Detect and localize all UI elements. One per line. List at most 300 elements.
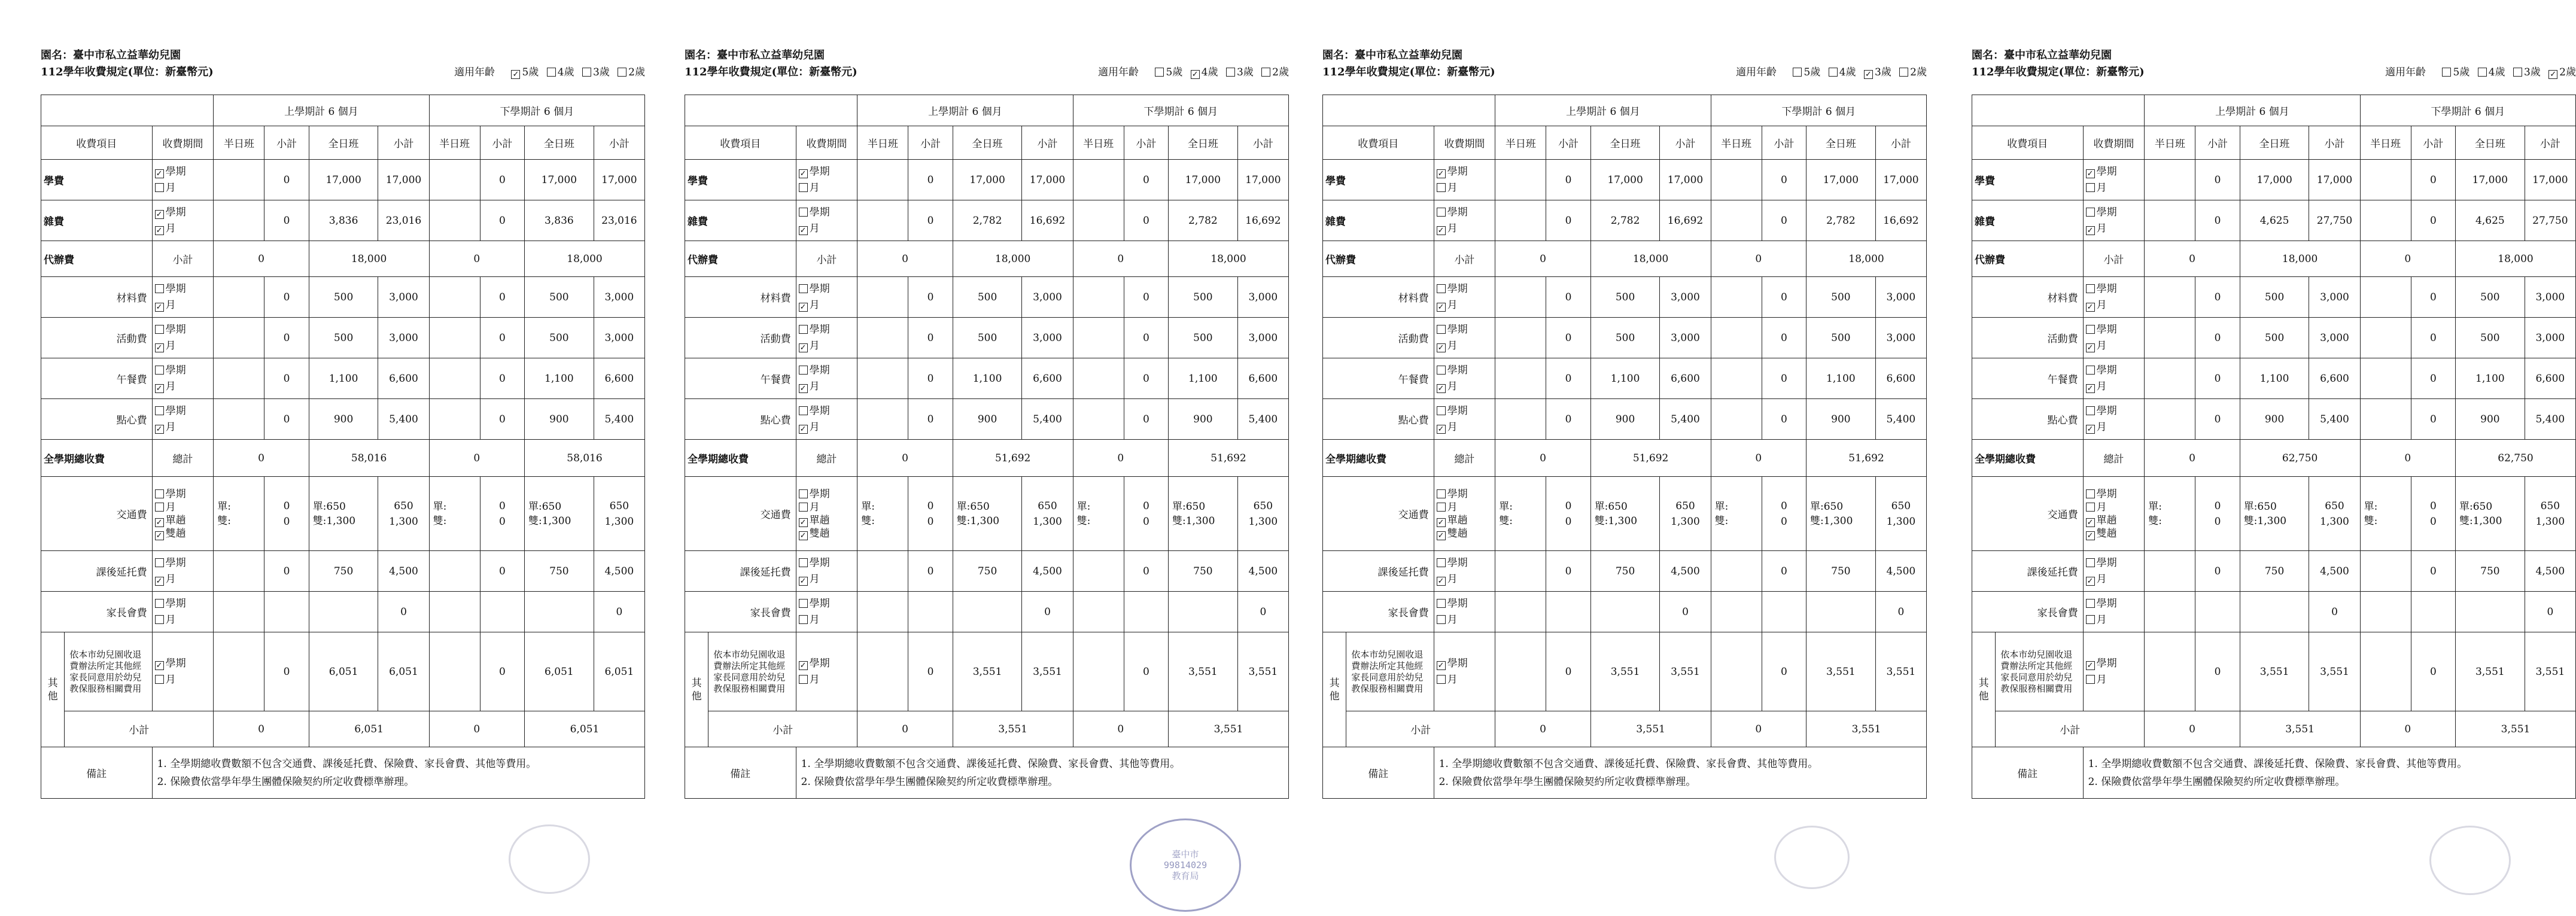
full-day-subtotal: 0: [2309, 592, 2360, 632]
remarks-text: 1. 全學期總收費數額不包含交通費、課後延托費、保險費、家長會費、其他等費用。 2. 保險費依當學年學生團體保險契約所定收費標準辦理。: [1434, 747, 1926, 799]
full-day-subtotal: 3,551: [2309, 632, 2360, 711]
age-option: 3歲: [1226, 66, 1254, 78]
subtotal-header: 小計: [2525, 126, 2575, 160]
checkbox-icon: ✓: [155, 226, 164, 235]
full-day-value: 3,836: [309, 200, 378, 241]
full-day-total: 58,016: [309, 440, 429, 477]
checkbox-icon: [799, 366, 808, 375]
checkbox-icon: [155, 558, 164, 567]
remarks-row: [41, 747, 645, 799]
full-day-subtotal: 650 1,300: [2525, 477, 2575, 551]
blank-header-cell: [41, 95, 214, 126]
checkbox-icon: [799, 558, 808, 567]
full-day-value: 500: [1806, 277, 1876, 318]
age-option: 4歲: [2478, 66, 2505, 78]
full-day-subtotal: 6,600: [1875, 358, 1926, 399]
half-day-subtotal: 0: [1124, 318, 1168, 358]
half-day-subtotal: [1124, 592, 1168, 632]
period-checkboxes: 學期 ✓ 月: [796, 399, 857, 440]
full-day-subtotal: 3,551: [953, 711, 1073, 747]
half-day-total: 0: [1073, 440, 1168, 477]
remarks-label: 備註: [685, 747, 796, 799]
item-header: 收費項目: [1323, 126, 1434, 160]
half-day-value: [2360, 592, 2411, 632]
half-day-value: [2360, 160, 2411, 200]
tuition-row: [685, 160, 1289, 200]
half-day-subtotal: 0: [1762, 551, 1806, 592]
checkbox-icon: [155, 599, 164, 608]
half-day-subtotal: [264, 592, 309, 632]
half-day-subtotal: 0: [1495, 711, 1590, 747]
half-day-header: 半日班: [1495, 126, 1546, 160]
half-day-total: 0: [429, 440, 524, 477]
period-header: 收費期間: [152, 126, 214, 160]
half-day-value: [2360, 318, 2411, 358]
full-day-header: 全日班: [309, 126, 378, 160]
agency-item-row: [1323, 399, 1927, 440]
full-day-value: [2240, 592, 2309, 632]
full-day-subtotal: 3,000: [378, 277, 429, 318]
full-day-subtotal: 3,000: [2309, 277, 2360, 318]
period-checkboxes: ✓ 學期 月: [1434, 632, 1495, 711]
agency-item-label: 材料費: [685, 277, 796, 318]
full-day-value: 2,782: [1590, 200, 1660, 241]
full-day-subtotal: 4,500: [1875, 551, 1926, 592]
checkbox-icon: [2086, 489, 2095, 498]
checkbox-icon: [1437, 325, 1446, 334]
parent-association-label: 家長會費: [685, 592, 796, 632]
full-day-subtotal: 18,000: [1590, 241, 1711, 277]
full-day-subtotal: 6,051: [594, 632, 644, 711]
other-subtotal-row: [685, 711, 1289, 747]
age-option: ✓ 3歲: [1864, 66, 1891, 78]
semester-total-label: 全學期總收費: [685, 440, 796, 477]
full-day-subtotal: 18,000: [1169, 241, 1289, 277]
agency-item-label: 點心費: [1323, 399, 1434, 440]
age-option: 2歲: [618, 66, 645, 78]
full-day-header: 全日班: [2240, 126, 2309, 160]
half-day-subtotal: 0 0: [1546, 477, 1590, 551]
applicable-ages: [1736, 63, 1927, 79]
half-day-value: [429, 358, 480, 399]
half-day-subtotal: 0 0: [1124, 477, 1168, 551]
official-seal-stamp: [1774, 826, 1850, 889]
checkbox-icon: [547, 68, 556, 77]
other-subtotal-label: 小計: [1346, 711, 1495, 747]
half-day-value: [1495, 318, 1546, 358]
full-day-value: 單:650 雙:1,300: [525, 477, 594, 551]
subtotal-header: 小計: [378, 126, 429, 160]
full-day-subtotal: 5,400: [378, 399, 429, 440]
parent-association-row: [41, 592, 645, 632]
period-checkboxes: 學期 ✓ 月: [1434, 358, 1495, 399]
half-day-subtotal: 0: [429, 241, 524, 277]
full-day-subtotal: 0: [1237, 592, 1288, 632]
half-day-subtotal: 0: [264, 200, 309, 241]
semester-header-row: [41, 95, 645, 126]
agency-item-row: [1323, 358, 1927, 399]
full-day-value: 3,551: [2456, 632, 2525, 711]
full-day-subtotal: 18,000: [953, 241, 1073, 277]
agency-item-label: 材料費: [41, 277, 153, 318]
checkbox-icon: ✓: [155, 169, 164, 178]
full-day-subtotal: 17,000: [1875, 160, 1926, 200]
half-day-value: [1711, 551, 1762, 592]
first-semester-header: 上學期計 6 個月: [857, 95, 1073, 126]
extended-care-row: [1972, 551, 2576, 592]
half-day-value: [214, 160, 264, 200]
half-day-total: 0: [857, 440, 953, 477]
other-fee-group-label: 其他: [1972, 632, 1996, 747]
half-day-value: [429, 592, 480, 632]
half-day-value: [857, 358, 908, 399]
transport-fee-label: 交通費: [1972, 477, 2084, 551]
full-day-subtotal: 3,000: [2525, 318, 2575, 358]
half-day-subtotal: 0: [1762, 358, 1806, 399]
item-header: 收費項目: [1972, 126, 2084, 160]
half-day-subtotal: 0: [2195, 318, 2240, 358]
checkbox-icon: [155, 406, 164, 415]
agency-item-row: [1972, 399, 2576, 440]
agency-item-label: 點心費: [1972, 399, 2084, 440]
full-day-subtotal: 0: [378, 592, 429, 632]
checkbox-icon: [1793, 68, 1802, 77]
period-checkboxes: 學期 月 ✓ 單趟 ✓ 雙趟: [2083, 477, 2145, 551]
full-day-value: 3,551: [953, 632, 1022, 711]
semester-header-row: [1972, 95, 2576, 126]
tuition-label: 學費: [41, 160, 153, 200]
checkbox-icon: [2442, 68, 2451, 77]
period-header: 收費期間: [2083, 126, 2145, 160]
checkbox-icon: [1899, 68, 1908, 77]
full-day-value: 500: [309, 277, 378, 318]
period-checkboxes: 學期 ✓ 月: [2083, 200, 2145, 241]
full-day-value: 500: [1169, 277, 1238, 318]
full-day-value: 17,000: [953, 160, 1022, 200]
full-day-subtotal: 6,600: [378, 358, 429, 399]
tuition-row: [1972, 160, 2576, 200]
ages-label: 適用年齡: [1098, 66, 1139, 78]
official-seal-stamp: [2429, 826, 2511, 895]
fee-schedule-sheet: [1972, 47, 2576, 908]
full-day-subtotal: 23,016: [378, 200, 429, 241]
half-day-value: [857, 399, 908, 440]
period-checkboxes: ✓ 學期 月: [796, 160, 857, 200]
period-checkboxes: 學期 ✓ 月: [796, 551, 857, 592]
transport-fee-label: 交通費: [685, 477, 796, 551]
half-day-value: [1711, 160, 1762, 200]
checkbox-icon: [1437, 183, 1446, 192]
full-day-subtotal: 3,000: [2525, 277, 2575, 318]
applicable-ages: [2385, 63, 2576, 79]
full-day-subtotal: 0: [1660, 592, 1711, 632]
half-day-subtotal: 0: [480, 277, 524, 318]
checkbox-icon: [1437, 406, 1446, 415]
first-semester-header: 上學期計 6 個月: [1495, 95, 1711, 126]
period-checkboxes: 學期 ✓ 月: [152, 318, 214, 358]
ages-label: 適用年齡: [454, 66, 495, 78]
checkbox-icon: ✓: [1437, 577, 1446, 586]
half-day-value: [214, 200, 264, 241]
checkbox-icon: ✓: [1191, 70, 1200, 79]
full-day-value: 1,100: [1169, 358, 1238, 399]
period-checkboxes: ✓ 學期 月: [2083, 160, 2145, 200]
checkbox-icon: [582, 68, 591, 77]
half-day-value: 單: 雙:: [429, 477, 480, 551]
full-day-subtotal: 4,500: [378, 551, 429, 592]
checkbox-icon: [2086, 599, 2095, 608]
agency-item-row: [41, 399, 645, 440]
full-day-subtotal: 6,051: [525, 711, 645, 747]
subtotal-header: 小計: [594, 126, 644, 160]
other-fee-label: 依本市幼兒園收退費辦法所定其他經家長同意用於幼兒教保服務相關費用: [1346, 632, 1434, 711]
half-day-total: 0: [1711, 440, 1806, 477]
half-day-subtotal: 0: [908, 318, 953, 358]
applicable-ages: [1098, 63, 1289, 79]
full-day-value: 900: [1806, 399, 1876, 440]
subtotal-header: 小計: [1875, 126, 1926, 160]
period-checkboxes: 學期 月 ✓ 單趟 ✓ 雙趟: [152, 477, 214, 551]
stamp-number: 99814029: [1163, 860, 1208, 871]
half-day-subtotal: 0: [2145, 241, 2240, 277]
agency-fee-row: [1972, 241, 2576, 277]
full-day-value: 750: [2240, 551, 2309, 592]
full-day-header: 全日班: [1806, 126, 1876, 160]
half-day-subtotal: 0: [429, 711, 524, 747]
applicable-ages: [454, 63, 645, 79]
period-checkboxes: 學期 ✓ 月: [796, 277, 857, 318]
half-day-value: [2360, 551, 2411, 592]
full-day-subtotal: 0: [2525, 592, 2575, 632]
half-day-subtotal: 0: [1711, 241, 1806, 277]
agency-item-row: [685, 318, 1289, 358]
half-day-subtotal: 0: [1546, 551, 1590, 592]
full-day-value: 3,551: [1806, 632, 1876, 711]
age-option: 3歲: [582, 66, 610, 78]
full-day-subtotal: 4,500: [2309, 551, 2360, 592]
kindergarten-name: 園名：臺中市私立益華幼兒園: [41, 49, 181, 62]
full-day-value: 500: [2240, 277, 2309, 318]
checkbox-icon: [155, 489, 164, 498]
full-day-subtotal: 650 1,300: [1875, 477, 1926, 551]
full-day-value: 17,000: [2240, 160, 2309, 200]
transport-fee-row: [1972, 477, 2576, 551]
half-day-value: [857, 200, 908, 241]
half-day-value: [857, 277, 908, 318]
full-day-value: 500: [309, 318, 378, 358]
full-day-value: [1590, 592, 1660, 632]
half-day-value: [857, 592, 908, 632]
full-day-total: 62,750: [2240, 440, 2360, 477]
item-header: 收費項目: [685, 126, 796, 160]
period-checkboxes: 學期 ✓ 月: [2083, 318, 2145, 358]
checkbox-icon: ✓: [155, 343, 164, 352]
half-day-subtotal: 0: [1073, 241, 1168, 277]
half-day-value: [1073, 592, 1124, 632]
full-day-subtotal: 17,000: [2525, 160, 2575, 200]
subtotal-header: 小計: [264, 126, 309, 160]
other-fee-label: 依本市幼兒園收退費辦法所定其他經家長同意用於幼兒教保服務相關費用: [708, 632, 796, 711]
full-day-subtotal: 17,000: [2309, 160, 2360, 200]
checkbox-icon: [2478, 68, 2487, 77]
age-option: 2歲: [1899, 66, 1927, 78]
full-day-subtotal: 16,692: [1875, 200, 1926, 241]
full-day-subtotal: 3,551: [2525, 632, 2575, 711]
checkbox-icon: ✓: [155, 518, 164, 527]
semester-header-row: [1323, 95, 1927, 126]
fee-schedule-sheet: [685, 47, 1289, 908]
full-day-subtotal: 3,551: [1806, 711, 1927, 747]
full-day-value: 750: [1590, 551, 1660, 592]
semester-total-row: [685, 440, 1289, 477]
semester-total-row: [1972, 440, 2576, 477]
parent-association-label: 家長會費: [41, 592, 153, 632]
full-day-subtotal: 650 1,300: [378, 477, 429, 551]
half-day-subtotal: 0: [2195, 632, 2240, 711]
full-day-value: 17,000: [309, 160, 378, 200]
full-day-subtotal: 650 1,300: [1660, 477, 1711, 551]
half-day-value: [1073, 277, 1124, 318]
age-option: ✓ 5歲: [511, 66, 539, 78]
half-day-value: [2360, 358, 2411, 399]
transport-fee-row: [685, 477, 1289, 551]
full-day-value: [953, 592, 1022, 632]
full-day-subtotal: 17,000: [594, 160, 644, 200]
full-day-subtotal: 650 1,300: [594, 477, 644, 551]
age-option: 3歲: [2513, 66, 2541, 78]
grand-total-label: 總計: [796, 440, 857, 477]
ages-label: 適用年齡: [2385, 66, 2426, 78]
half-day-subtotal: 0: [1762, 318, 1806, 358]
period-checkboxes: 學期 ✓ 月: [1434, 277, 1495, 318]
fee-title: 112學年收費規定(單位：新臺幣元): [685, 66, 857, 78]
agency-item-row: [685, 358, 1289, 399]
checkbox-icon: [799, 208, 808, 217]
half-day-value: 單: 雙:: [1495, 477, 1546, 551]
half-day-total: 0: [214, 440, 309, 477]
half-day-subtotal: 0: [2411, 160, 2455, 200]
period-checkboxes: 學期 ✓ 月: [1434, 200, 1495, 241]
agency-fee-row: [685, 241, 1289, 277]
period-checkboxes: 學期 ✓ 月: [796, 200, 857, 241]
half-day-value: [2145, 358, 2195, 399]
agency-item-label: 午餐費: [685, 358, 796, 399]
agency-item-label: 午餐費: [1972, 358, 2084, 399]
remarks-row: [1972, 747, 2576, 799]
full-day-subtotal: 3,000: [594, 277, 644, 318]
half-day-subtotal: 0: [1073, 711, 1168, 747]
half-day-subtotal: 0: [264, 277, 309, 318]
checkbox-icon: [2086, 325, 2095, 334]
half-day-subtotal: 0 0: [264, 477, 309, 551]
full-day-value: 3,551: [1590, 632, 1660, 711]
full-day-header: 全日班: [525, 126, 594, 160]
agency-subtotal-label: 小計: [152, 241, 214, 277]
agency-item-row: [41, 358, 645, 399]
other-subtotal-row: [1972, 711, 2576, 747]
misc-fee-row: [1323, 200, 1927, 241]
semester-total-row: [41, 440, 645, 477]
half-day-value: [1711, 318, 1762, 358]
half-day-value: [1495, 200, 1546, 241]
half-day-subtotal: 0: [908, 551, 953, 592]
period-checkboxes: 學期 ✓ 月: [152, 277, 214, 318]
half-day-subtotal: 0: [1124, 632, 1168, 711]
full-day-subtotal: 5,400: [1875, 399, 1926, 440]
half-day-subtotal: 0 0: [480, 477, 524, 551]
half-day-subtotal: [1762, 592, 1806, 632]
agency-item-row: [41, 318, 645, 358]
full-day-value: 500: [2240, 318, 2309, 358]
full-day-subtotal: 3,551: [1237, 632, 1288, 711]
misc-fee-row: [41, 200, 645, 241]
agency-subtotal-label: 小計: [2083, 241, 2145, 277]
period-checkboxes: ✓ 學期 月: [152, 632, 214, 711]
full-day-value: 900: [2240, 399, 2309, 440]
checkbox-icon: ✓: [1437, 169, 1446, 178]
period-checkboxes: 學期 ✓ 月: [152, 358, 214, 399]
full-day-value: 750: [2456, 551, 2525, 592]
other-subtotal-label: 小計: [1996, 711, 2145, 747]
full-day-subtotal: 23,016: [594, 200, 644, 241]
full-day-value: 1,100: [2240, 358, 2309, 399]
full-day-value: 2,782: [953, 200, 1022, 241]
column-header-row: [1323, 126, 1927, 160]
checkbox-icon: [2086, 675, 2095, 684]
checkbox-icon: ✓: [2086, 518, 2095, 527]
half-day-subtotal: 0: [2195, 200, 2240, 241]
subtotal-header: 小計: [2195, 126, 2240, 160]
tuition-row: [1323, 160, 1927, 200]
half-day-value: [1073, 632, 1124, 711]
full-day-value: 1,100: [525, 358, 594, 399]
blank-header-cell: [685, 95, 857, 126]
semester-total-label: 全學期總收費: [1972, 440, 2084, 477]
other-fee-row: [1972, 632, 2576, 711]
half-day-subtotal: 0 0: [908, 477, 953, 551]
fee-title: 112學年收費規定(單位：新臺幣元): [1322, 66, 1495, 78]
half-day-subtotal: 0: [2411, 551, 2455, 592]
grand-total-label: 總計: [1434, 440, 1495, 477]
remarks-text: 1. 全學期總收費數額不包含交通費、課後延托費、保險費、家長會費、其他等費用。 2. 保險費依當學年學生團體保險契約所定收費標準辦理。: [152, 747, 644, 799]
remarks-row: [1323, 747, 1927, 799]
full-day-subtotal: 3,000: [1237, 318, 1288, 358]
full-day-subtotal: 17,000: [1660, 160, 1711, 200]
full-day-value: 750: [953, 551, 1022, 592]
full-day-value: 2,782: [1169, 200, 1238, 241]
agency-item-row: [41, 277, 645, 318]
half-day-value: [429, 318, 480, 358]
half-day-value: [1711, 632, 1762, 711]
half-day-subtotal: 0: [1762, 632, 1806, 711]
full-day-total: 51,692: [1590, 440, 1711, 477]
agency-fee-label: 代辦費: [1972, 241, 2084, 277]
half-day-subtotal: 0: [264, 632, 309, 711]
checkbox-icon: [155, 675, 164, 684]
checkbox-icon: [1437, 675, 1446, 684]
period-checkboxes: ✓ 學期 月: [1434, 160, 1495, 200]
misc-fee-row: [1972, 200, 2576, 241]
age-option: 5歲: [2442, 66, 2469, 78]
checkbox-icon: [2086, 183, 2095, 192]
half-day-subtotal: 0: [2195, 277, 2240, 318]
agency-item-label: 材料費: [1972, 277, 2084, 318]
full-day-value: 1,100: [1806, 358, 1876, 399]
full-day-value: 17,000: [525, 160, 594, 200]
half-day-value: [2145, 632, 2195, 711]
ages-label: 適用年齡: [1736, 66, 1777, 78]
agency-item-label: 點心費: [41, 399, 153, 440]
